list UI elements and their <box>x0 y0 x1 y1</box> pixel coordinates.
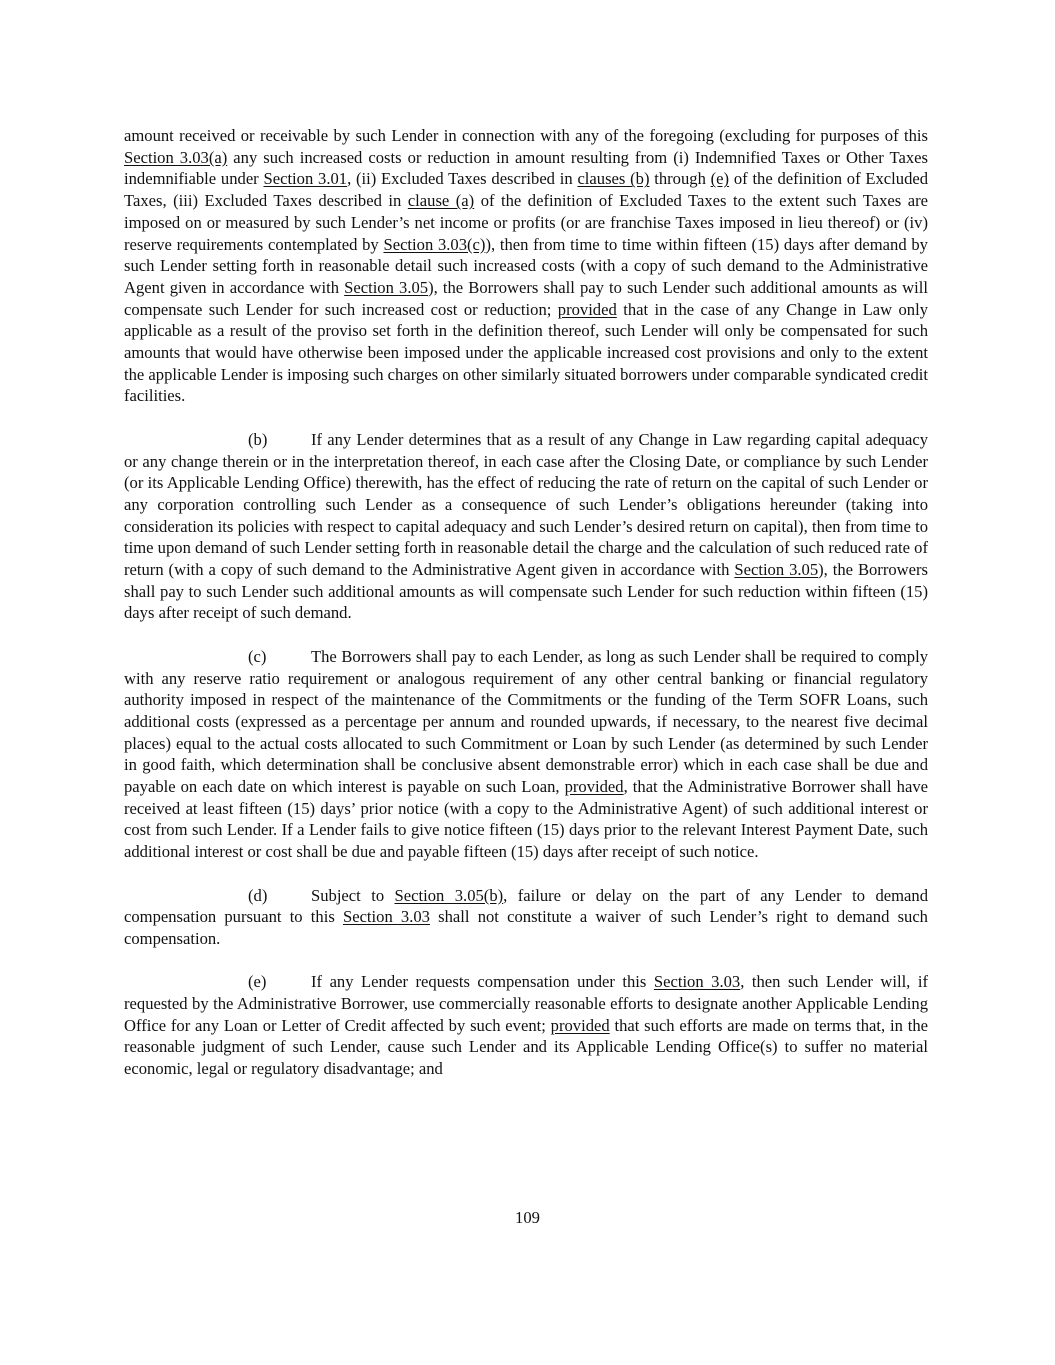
text-run: , that the Administrative Borrower shall have received at least fifteen (15) days’ prior notice (with a copy to the Administrative Agent) of such additional interest or cost from such Lender. If a Lender fails to give notice fifteen (15) days prior to the relevant Interest Payment Date, such additional interest or cost shall be due and payable fifteen (15) days after receipt of such notice. <box>124 777 929 862</box>
section-reference: Section 3.03 <box>342 907 430 927</box>
proviso-term: provided <box>550 1015 610 1035</box>
paragraph-c <box>124 646 928 863</box>
section-reference: Section 3.05 <box>344 277 429 297</box>
text-run: ), then from time to time within fifteen (15) days after demand by such Lender setting forth in reasonable detail such increased costs (with a copy of such demand to the Administrative Agent given in accordance with <box>124 234 928 297</box>
text-run: any such increased costs or reduction in amount resulting from (i) Indemnified Taxes or Other Taxes indemnifiable under <box>124 147 929 189</box>
text-run: , (ii) Excluded Taxes described in <box>347 169 578 189</box>
section-reference: Section 3.03(a) <box>124 147 228 167</box>
document-body <box>124 125 928 1102</box>
page-number: 109 <box>515 1208 540 1227</box>
text-run: If any Lender requests compensation under this <box>311 972 654 992</box>
text-run: , failure or delay on the part of any Lender to demand compensation pursuant to this <box>124 885 928 927</box>
text-run: ), the Borrowers shall pay to such Lender such additional amounts as will compensate such Lender for such reduction within fifteen (15) days after receipt of such demand. <box>124 560 928 623</box>
clause-reference: (e) <box>710 169 730 189</box>
text-run: of the definition of Excluded Taxes, (iii) Excluded Taxes described in <box>124 169 929 211</box>
proviso-term: provided <box>557 299 617 319</box>
proviso-term: provided <box>564 777 624 797</box>
text-run: through <box>649 169 711 189</box>
text-run: that in the case of any Change in Law only applicable as a result of the proviso set forth in the definition thereof, such Lender will only be compensated for such amounts that would have otherwise been imposed under the applicable increased cost provisions and only to the extent the applicable Lender is imposing such charges on other similarly situated borrowers under comparable syndicated credit facilities. <box>124 299 928 406</box>
text-run: If any Lender determines that as a result of any Change in Law regarding capital adequacy or any change therein or in the interpretation thereof, in each case after the Closing Date, or compliance by such Lender (or its Applicable Lending Office) therewith, has the effect of reducing the rate of return on the capital of such Lender or any corporation controlling such Lender as a consequence of such Lender’s obligations hereunder (taking into consideration its policies with respect to capital adequacy and such Lender’s desired return on capital), then from time to time upon demand of such Lender setting forth in reasonable detail the charge and the calculation of such reduced rate of return (with a copy of such demand to the Administrative Agent given in accordance with <box>124 429 928 580</box>
text-run: The Borrowers shall pay to each Lender, as long as such Lender shall be required to comply with any reserve ratio requirement or analogous requirement of any other central banking or financial regulatory authority imposed in respect of the maintenance of the Commitments or the funding of the Term SOFR Loans, such additional costs (expressed as a percentage per annum and rounded upwards, if necessary, to the nearest five decimal places) equal to the actual costs allocated to such Commitment or Loan by such Lender (as determined by such Lender in good faith, which determination shall be conclusive absent demonstrable error) which in each case shall be due and payable on each date on which interest is payable on such Loan, <box>124 646 928 797</box>
clause-label: (c) <box>248 646 267 666</box>
paragraph-e <box>124 971 928 1080</box>
paragraph-b <box>124 429 928 624</box>
text-run: that such efforts are made on terms that, in the reasonable judgment of such Lender, cause such Lender and its Applicable Lending Office(s) to suffer no material economic, legal or regulatory disadvantage; and <box>124 1015 928 1079</box>
paragraph-a-continuation <box>124 125 928 407</box>
paragraph-d <box>124 885 928 950</box>
clause-label: (d) <box>248 885 268 905</box>
text-run: , then such Lender will, if requested by the Administrative Borrower, use commercially reasonable efforts to designate another Applicable Lending Office for any Loan or Letter of Credit affected by such event; <box>124 972 928 1035</box>
clause-label: (b) <box>248 429 268 449</box>
text-run: shall not constitute a waiver of such Lender’s right to demand such compensation. <box>124 907 928 948</box>
text-run: ), the Borrowers shall pay to such Lender such additional amounts as will compensate such Lender for such increased cost or reduction; <box>124 277 928 319</box>
section-reference: Section 3.03(c) <box>383 234 486 254</box>
section-reference: Section 3.05 <box>734 560 819 580</box>
clause-label: (e) <box>248 972 267 992</box>
clause-reference: clauses (b) <box>577 169 650 189</box>
section-reference: Section 3.05(b) <box>394 885 504 905</box>
section-reference: Section 3.01 <box>263 169 348 189</box>
text-run: amount received or receivable by such Lender in connection with any of the foregoing (excluding for purposes of this <box>124 126 928 145</box>
clause-reference: clause (a) <box>407 191 475 211</box>
section-reference: Section 3.03 <box>653 972 741 992</box>
text-run: Subject to <box>311 885 395 905</box>
text-run: of the definition of Excluded Taxes to the extent such Taxes are imposed on or measured by such Lender’s net income or profits (or are franchise Taxes imposed in lieu thereof) or (iv) reserve requirements contemplated by <box>124 191 929 254</box>
